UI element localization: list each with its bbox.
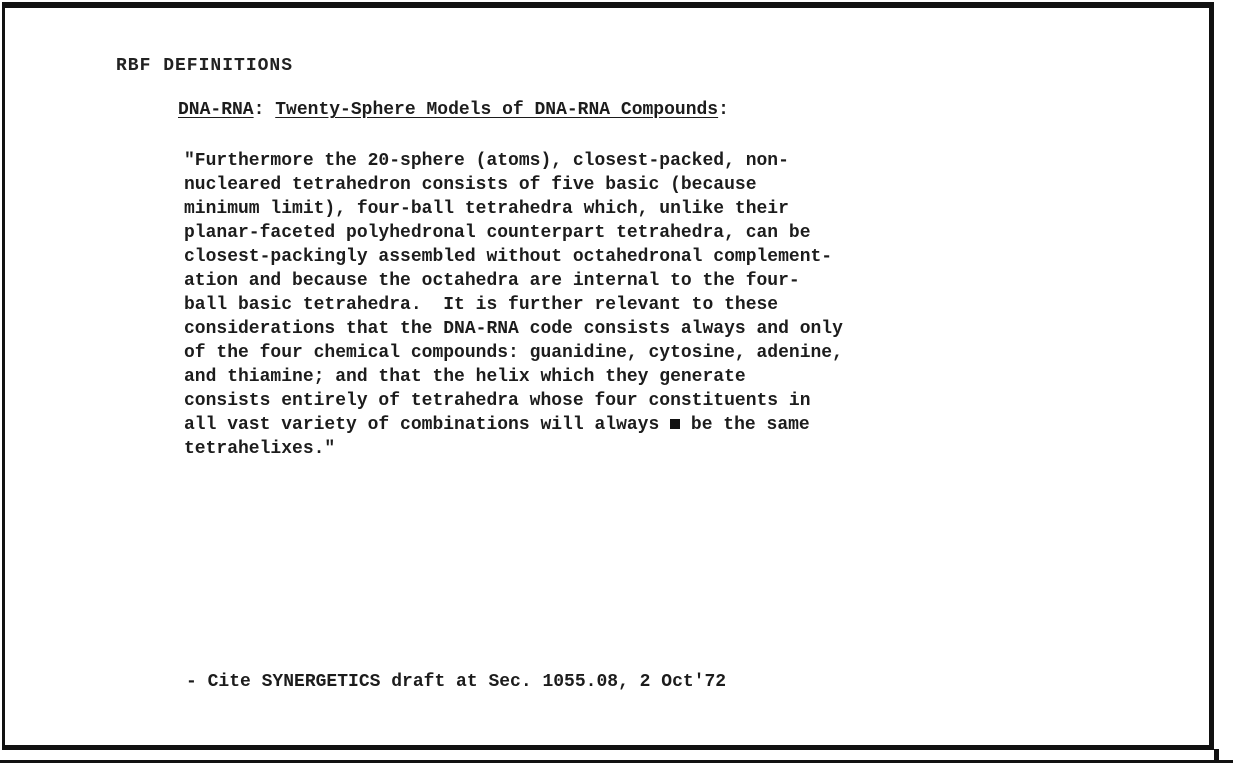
quote-line: planar-faceted polyhedronal counterpart tetrahedra, can be (184, 223, 811, 243)
quote-line: "Furthermore the 20-sphere (atoms), closest-packed, non- (184, 151, 789, 171)
quote-line: ation and because the octahedra are internal to the four- (184, 271, 800, 291)
entry-term: DNA-RNA (178, 100, 254, 120)
quote-line: and thiamine; and that the helix which they generate (184, 367, 746, 387)
typed-over-mark (670, 419, 680, 429)
quote-line: closest-packingly assembled without octahedronal complement- (184, 247, 833, 267)
card-header: RBF DEFINITIONS (116, 56, 294, 76)
next-card-edge (0, 760, 1233, 775)
quote-line-start: all vast variety of combinations will always (184, 415, 660, 435)
entry-separator: : (253, 100, 276, 120)
entry-title: Twenty-Sphere Models of DNA-RNA Compounds (275, 100, 719, 120)
quote-line-end: be the same (690, 415, 810, 435)
entry-title-suffix: : (718, 100, 729, 120)
definition-quote (184, 149, 1084, 461)
card-edge-mark (1214, 749, 1219, 763)
quote-line: considerations that the DNA-RNA code consists always and only (184, 319, 843, 339)
entry-heading (178, 100, 729, 120)
quote-line-with-mark (184, 413, 1084, 437)
quote-line: consists entirely of tetrahedra whose four constituents in (184, 391, 811, 411)
quote-line: minimum limit), four-ball tetrahedra which, unlike their (184, 199, 789, 219)
citation: - Cite SYNERGETICS draft at Sec. 1055.08, 2 Oct'72 (186, 672, 727, 692)
quote-line: ball basic tetrahedra. It is further relevant to these (184, 295, 779, 315)
quote-line: of the four chemical compounds: guanidine, cytosine, adenine, (184, 343, 843, 363)
quote-line: tetrahelixes." (184, 439, 336, 459)
quote-line: nucleared tetrahedron consists of five basic (because (184, 175, 757, 195)
